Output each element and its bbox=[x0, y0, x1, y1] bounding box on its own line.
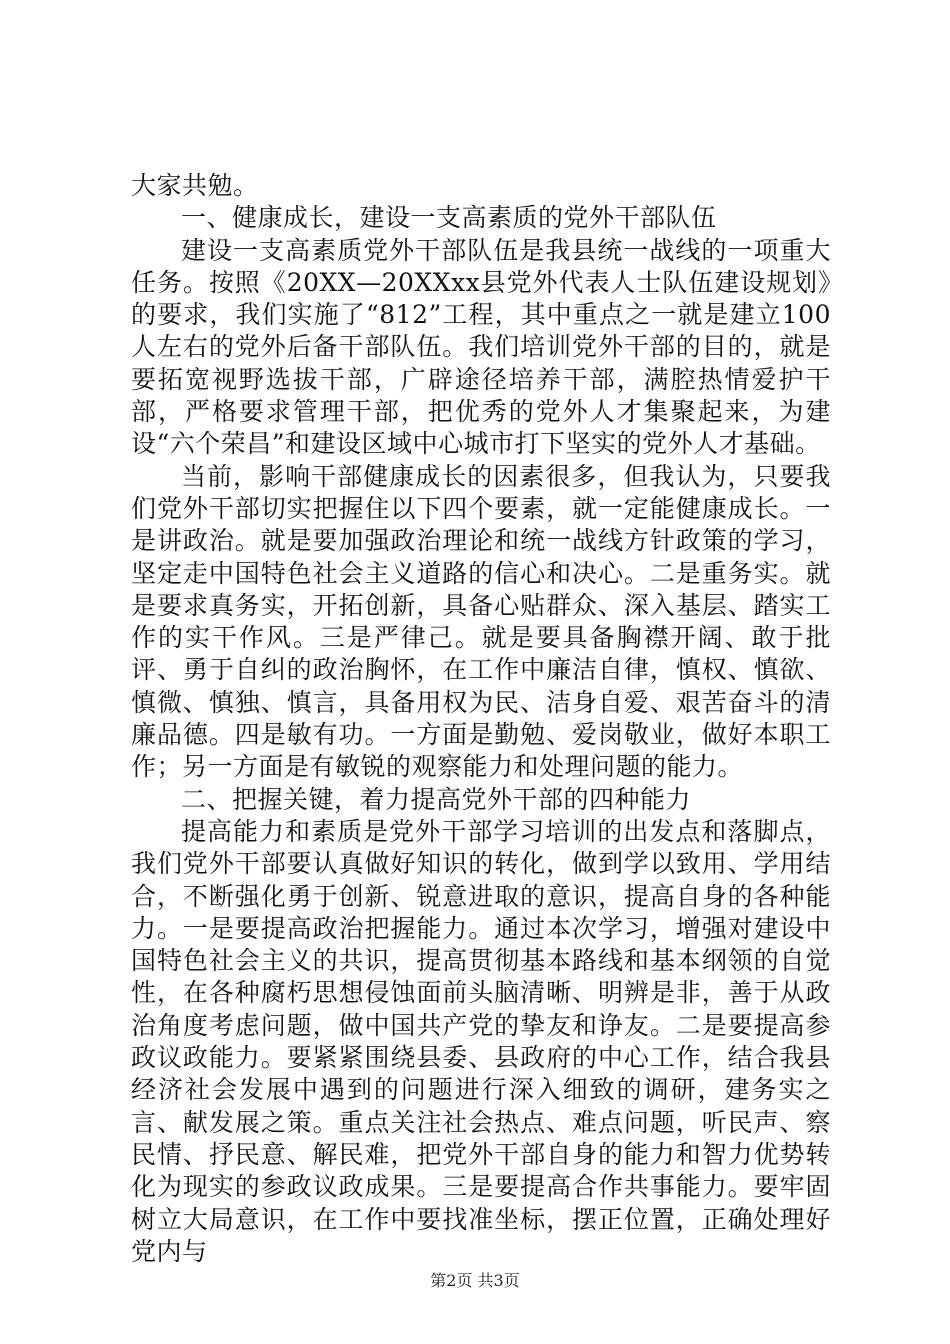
document-body bbox=[131, 170, 831, 1268]
paragraph-closing: 大家共勉。 bbox=[131, 171, 259, 200]
page-footer: 第2页 共3页 bbox=[430, 1271, 520, 1290]
paragraph: 当前，影响干部健康成长的因素很多，但我认为，只要我们党外干部切实把握住以下四个要素，就一定能健康成长。一是讲政治。就是要加强政治理论和统一战线方针政策的学习，坚定走中国特色社会主义道路的信心和决心。二是重务实。就是要求真务实，开拓创新，具备心贴群众、深入基层、踏实工作的实干作风。三是严律己。就是要具备胸襟开阔、敢于批评、勇于自纠的政治胸怀，在工作中廉洁自律，慎权、慎欲、慎微、慎独、慎言，具备用权为民、洁身自爱、艰苦奋斗的清廉品德。四是敏有功。一方面是勤勉、爱岗敬业，做好本职工作；另一方面是有敏锐的观察能力和处理问题的能力。 bbox=[131, 461, 831, 782]
paragraph: 提高能力和素质是党外干部学习培训的出发点和落脚点，我们党外干部要认真做好知识的转化，做到学以致用、学用结合，不断强化勇于创新、锐意进取的意识，提高自身的各种能力。一是要提高政治把握能力。通过本次学习，增强对建设中国特色社会主义的共识，提高贯彻基本路线和基本纲领的自觉性，在各种腐朽思想侵蚀面前头脑清晰、明辨是非，善于从政治角度考虑问题，做中国共产党的挚友和诤友。二是要提高参政议政能力。要紧紧围绕县委、县政府的中心工作，结合我县经济社会发展中遇到的问题进行深入细致的调研，建务实之言、献发展之策。重点关注社会热点、难点问题，听民声、察民情、抒民意、解民难，把党外干部自身的能力和智力优势转化为现实的参政议政成果。三是要提高合作共事能力。要牢固树立大局意识，在工作中要找准坐标，摆正位置，正确处理好党内与 bbox=[131, 816, 831, 1266]
section-heading-2: 二、把握关键，着力提高党外干部的四种能力 bbox=[181, 784, 692, 814]
section-heading-1: 一、健康成长，建设一支高素质的党外干部队伍 bbox=[181, 203, 717, 233]
paragraph: 建设一支高素质党外干部队伍是我县统一战线的一项重大任务。按照《20XX—20XXxx县党外代表人士队伍建设规划》的要求，我们实施了“812”工程，其中重点之一就是建立100人左右的党外后备干部队伍。我们培训党外干部的目的，就是要拓宽视野选拔干部，广辟途径培养干部，满腔热情爱护干部，严格要求管理干部，把优秀的党外人才集聚起来，为建设“六个荣昌”和建设区域中心城市打下坚实的党外人才基础。 bbox=[131, 235, 831, 459]
